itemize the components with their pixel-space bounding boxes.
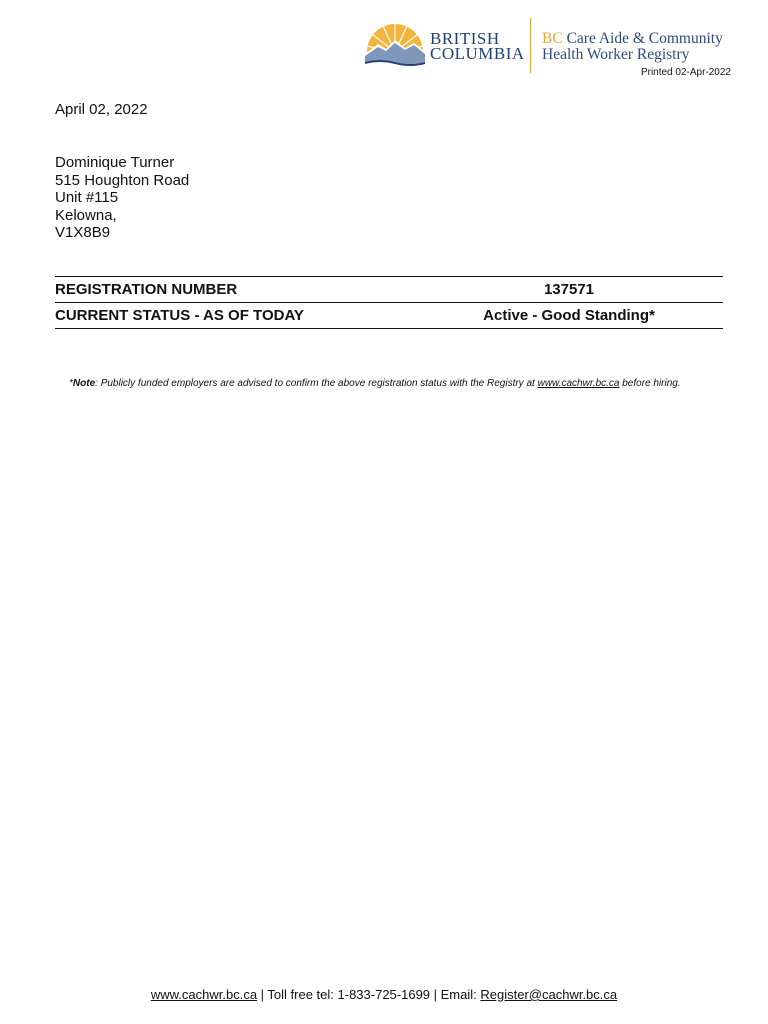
registration-number-row <box>55 276 723 302</box>
footer-email-link[interactable]: Register@cachwr.bc.ca <box>480 987 618 1002</box>
note-label: Note <box>72 378 96 389</box>
note-text-after: before hiring. <box>619 378 681 389</box>
note-star: * <box>69 378 73 389</box>
logo-columbia: COLUMBIA <box>430 44 525 63</box>
logo-british: BRITISH <box>430 29 500 48</box>
letter-date: April 02, 2022 <box>55 101 148 118</box>
registry-title <box>542 31 723 63</box>
current-status-row <box>55 302 723 329</box>
footer-contact: | Toll free tel: 1-833-725-1699 | Email: <box>257 987 481 1002</box>
sun-mountain-icon <box>364 22 426 66</box>
note <box>69 378 681 389</box>
footer <box>0 987 768 1002</box>
address-postal: V1X8B9 <box>55 224 111 241</box>
address-unit: Unit #115 <box>55 189 119 206</box>
registration-number-label: REGISTRATION NUMBER <box>55 281 238 298</box>
recipient-address <box>55 154 189 242</box>
registration-table <box>55 276 723 329</box>
address-city: Kelowna, <box>55 206 117 224</box>
registry-line1: Care Aide & Community <box>562 30 723 47</box>
current-status-value: Active - Good Standing* <box>483 307 655 324</box>
note-website-link[interactable]: www.cachwr.bc.ca <box>537 378 620 389</box>
address-street: 515 Houghton Road <box>55 171 190 189</box>
registry-line2: Health Worker Registry <box>542 46 690 63</box>
registry-bc: BC <box>542 30 563 47</box>
registration-number-value: 137571 <box>543 281 595 298</box>
footer-website-link[interactable]: www.cachwr.bc.ca <box>150 987 258 1002</box>
address-name: Dominique Turner <box>55 154 175 171</box>
current-status-label: CURRENT STATUS - AS OF TODAY <box>55 307 304 324</box>
logo-divider <box>530 18 531 73</box>
printed-date: Printed 02-Apr-2022 <box>640 67 731 78</box>
bc-government-logo <box>364 22 524 68</box>
note-text: : Publicly funded employers are advised to confirm the above registration status with the Registry at <box>95 378 538 389</box>
